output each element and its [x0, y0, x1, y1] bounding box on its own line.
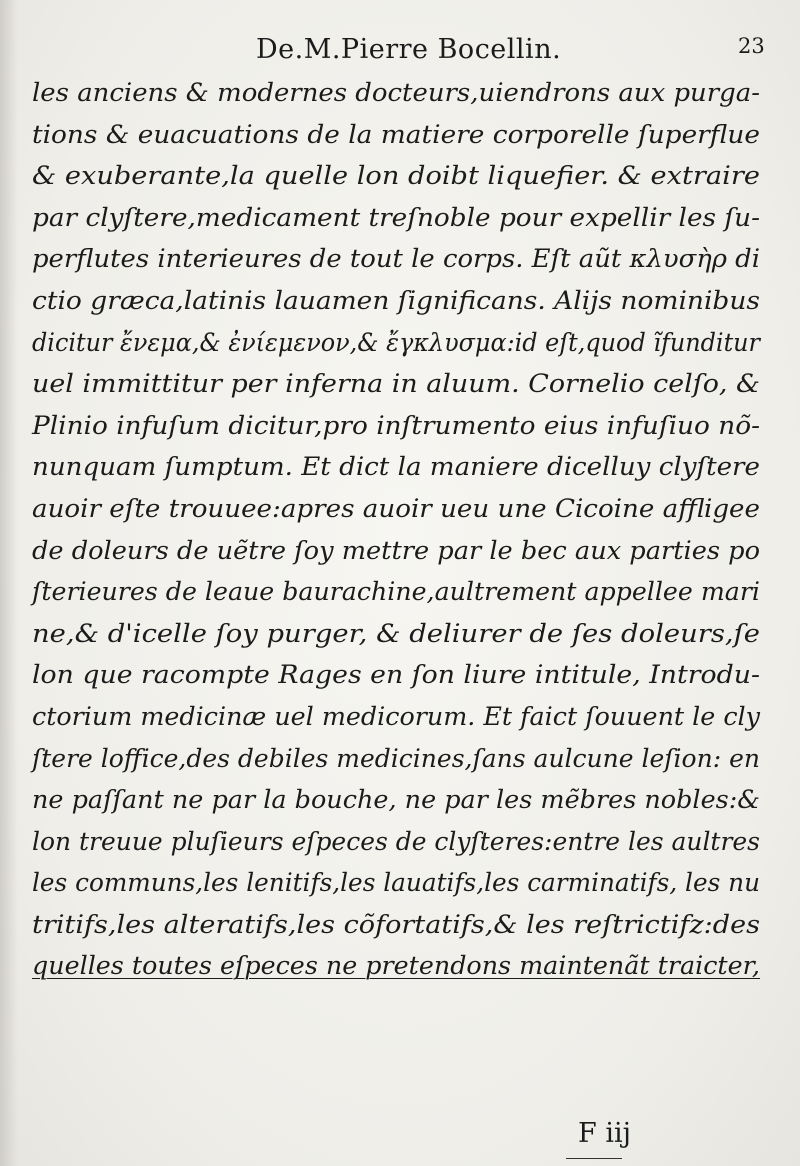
text-line: quelles toutes eſpeces ne pretendons maintenãt traicter,: [32, 951, 760, 981]
text-line: ſtere loffice,des debiles medicines,ſans aulcune leſion: en: [32, 743, 760, 773]
text-line: par clyſtere,medicament treſnoble pour expellir les ſu-: [32, 202, 761, 232]
text-line: dicitur ἔνεμα,& ἐνίεμενον,& ἔγκλυσμα:id eſt,quod ĩfunditur: [32, 327, 760, 357]
text-line: les communs,les lenitifs,les lauatifs,les carminatifs, les nu: [32, 868, 760, 898]
text-line: les anciens & modernes docteurs,uiendrons aux purga-: [32, 78, 760, 107]
text-line: auoir eſte trouuee:apres auoir ueu une Cicoine affligee: [32, 493, 760, 523]
gutter-shadow: [0, 0, 18, 1166]
text-line: uel immittitur per inferna in aluum. Cornelio celſo, &: [32, 369, 760, 399]
text-line: nunquam ſumptum. Et dict la maniere dicelluy clyſtere: [32, 452, 760, 482]
text-line: de doleurs de uẽtre ſoy mettre par le bec aux parties po: [32, 535, 760, 565]
text-line: ne,& d'icelle ſoy purger, & deliurer de ſes doleurs,ſe: [32, 618, 760, 648]
text-line: ne paſſant ne par la bouche, ne par les mẽbres nobles:&: [32, 785, 760, 815]
page-number: 23: [738, 34, 765, 58]
body-text: [32, 72, 762, 987]
text-line: Plinio infuſum dicitur,pro inſtrumento eius infuſiuo nõ-: [32, 410, 761, 440]
text-line: & exuberante,la quelle lon doibt liquefier. & extraire: [32, 161, 760, 191]
signature-underline: [566, 1158, 622, 1159]
text-line: lon treuue pluſieurs eſpeces de clyſteres:entre les aultres: [32, 826, 760, 856]
text-line: lon que racompte Rages en ſon liure intitule, Introdu-: [32, 660, 760, 690]
text-line: ſterieures de leaue baurachine,aultrement appellee mari: [32, 577, 760, 607]
text-line: tions & euacuations de la matiere corporelle ſuperflue: [32, 119, 760, 149]
running-head: De.M.Pierre Bocellin.: [256, 34, 562, 65]
signature-mark: F iij: [578, 1118, 631, 1149]
text-line: tritifs,les alteratifs,les cõfortatifs,& les reſtrictifz:des: [32, 909, 760, 939]
text-line: ctorium medicinæ uel medicorum. Et faict ſouuent le cly: [32, 701, 760, 731]
text-line: ctio græca,latinis lauamen ſignificans. Alijs nominibus: [32, 285, 760, 315]
text-line: perflutes interieures de tout le corps. Eſt aũt κλυσὴρ di: [32, 244, 760, 274]
